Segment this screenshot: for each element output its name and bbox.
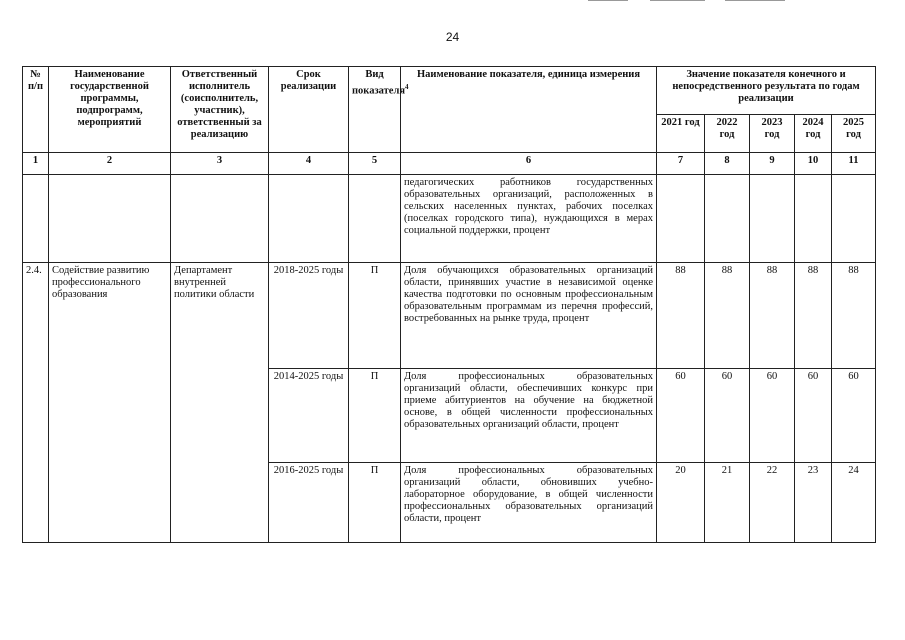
value-cell: 23 [795,463,832,543]
header-year: 2022 год [705,115,750,153]
column-numbers-row [23,153,876,175]
value-cell: 60 [750,369,795,463]
header-indicator: Наименование показателя, единица измерения [401,67,657,153]
value-cell: 88 [832,263,876,369]
indicator-text: Доля профессиональных образовательных организаций области, обновивших учебно-лабораторное оборудование, в общей численности профессиональных образовательных организаций области, процент [401,463,657,543]
scan-edge-line [725,0,785,1]
value-cell: 22 [750,463,795,543]
header-name: Наименование государственной программы, подпрограмм, мероприятий [49,67,171,153]
kind-cell: П [349,463,401,543]
column-number: 11 [832,153,876,175]
column-number: 8 [705,153,750,175]
value-cell: 60 [705,369,750,463]
header-executor: Ответственный исполнитель (соисполнитель, участник), ответственный за реализацию [171,67,269,153]
header-row [23,67,876,115]
value-cell: 88 [795,263,832,369]
table-row [23,263,876,369]
value-cell: 60 [832,369,876,463]
section-number: 2.4. [23,263,49,543]
program-table [22,66,876,543]
header-no: № п/п [23,67,49,153]
indicator-text: Доля профессиональных образовательных организаций области, обеспечивших конкурс при приеме абитуриентов на обучение на бюджетной основе, в общей численности профессиональных образовательных организаций области, процент [401,369,657,463]
column-number: 5 [349,153,401,175]
header-kind-label: Вид показателя [352,69,406,97]
column-number: 3 [171,153,269,175]
value-cell: 88 [657,263,705,369]
scan-edge-line [588,0,628,1]
column-number: 7 [657,153,705,175]
column-number: 4 [269,153,349,175]
header-year: 2024 год [795,115,832,153]
section-name: Содействие развитию профессионального образования [49,263,171,543]
value-cell: 88 [750,263,795,369]
header-kind [349,67,409,153]
kind-cell: П [349,369,401,463]
header-values-group: Значение показателя конечного и непосредственного результата по годам реализации [657,67,876,115]
column-number: 9 [750,153,795,175]
header-period: Срок реализации [269,67,349,153]
header-year: 2021 год [657,115,705,153]
header-kind-footnote: 4 [405,83,409,91]
scan-edge-line [650,0,705,1]
column-number: 1 [23,153,49,175]
value-cell: 60 [795,369,832,463]
section-executor: Департамент внутренней политики области [171,263,269,543]
column-number: 2 [49,153,171,175]
period-cell: 2016-2025 годы [269,463,349,543]
value-cell: 21 [705,463,750,543]
table-row-continuation [23,175,876,263]
value-cell: 88 [705,263,750,369]
column-number: 6 [401,153,657,175]
indicator-text: Доля обучающихся образовательных организаций области, принявших участие в независимой оценке качества подготовки по основным профессиональным образовательным программам из перечня профессий, востребованных на рынке труда, процент [401,263,657,369]
header-year: 2023 год [750,115,795,153]
page-number: 24 [445,30,460,44]
column-number: 10 [795,153,832,175]
value-cell: 60 [657,369,705,463]
kind-cell: П [349,263,401,369]
header-year: 2025 год [832,115,876,153]
period-cell: 2018-2025 годы [269,263,349,369]
period-cell: 2014-2025 годы [269,369,349,463]
value-cell: 24 [832,463,876,543]
value-cell: 20 [657,463,705,543]
indicator-text: педагогических работников государственных образовательных организаций, расположенных в сельских населенных пунктах, рабочих поселках (поселках городского типа), нуждающихся в мерах социальной поддержки, процент [401,175,657,263]
